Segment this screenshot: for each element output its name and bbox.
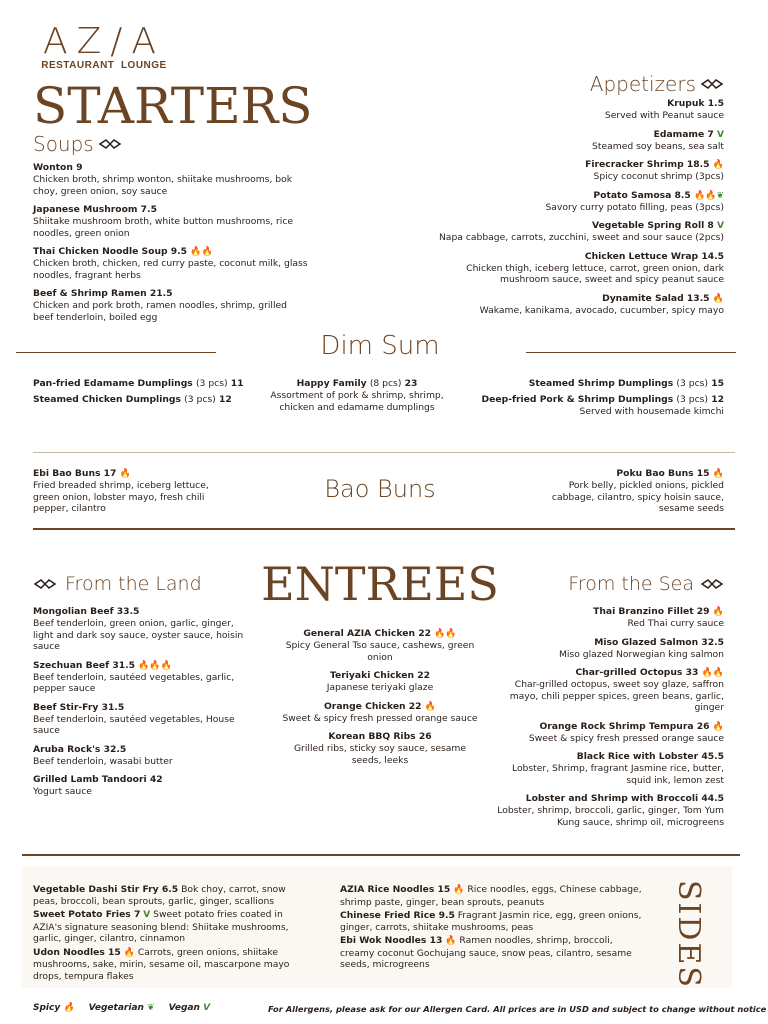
item-desc: Rice noodles, eggs, Chinese cabbage, shrimp paste, ginger, bean sprouts, peanuts <box>340 884 642 908</box>
list-item <box>464 378 724 390</box>
flame-icon: 🔥 <box>119 469 131 479</box>
item-name: Szechuan Beef 31.5 <box>33 659 135 671</box>
item-desc: Japanese teriyaki glaze <box>326 682 434 693</box>
starters-title: STARTERS <box>33 77 313 135</box>
item-qty: (3 pcs) <box>676 394 708 405</box>
legend <box>33 1003 210 1013</box>
flame-icon: 🔥 <box>201 247 213 257</box>
item-name: Chicken Lettuce Wrap 14.5 <box>584 250 724 262</box>
item-desc: Served with Peanut sauce <box>604 110 724 121</box>
item-desc: Savory curry potato filling, peas (3pcs) <box>545 201 724 213</box>
item-desc: Beef tenderloin, green onion, garlic, ginger, light and dark soy sauce, oyster sauce, hoisin sauce <box>33 618 244 652</box>
leaf-icon: ❦ <box>716 190 724 201</box>
item-name: Potato Samosa 8.5 <box>593 189 691 201</box>
flame-icon: 🔥 <box>701 668 713 678</box>
footer-note: For Allergens, please ask for our Allergen Card. All prices are in USD and subject to change without notice <box>268 1004 767 1014</box>
logo <box>38 21 170 71</box>
item-desc: Char-grilled octopus, sweet soy glaze, saffron mayo, chili pepper spices, green beans, garlic, ginger <box>509 679 724 713</box>
item-desc: Ramen noodles, shrimp, broccoli, creamy coconut Gochujang sauce, snow peas, cilantro, sesame seeds, microgreens <box>340 935 632 970</box>
item-desc: Yogurt sauce <box>33 786 92 797</box>
item-name: Thai Chicken Noodle Soup 9.5 <box>33 246 188 257</box>
sea-section <box>496 572 724 835</box>
item-name: Miso Glazed Salmon 32.5 <box>594 636 724 648</box>
item-name: Chinese Fried Rice 9.5 <box>340 910 455 921</box>
list-item <box>420 293 724 317</box>
item-desc: Served with housemade kimchi <box>579 406 724 417</box>
item-desc: Bok choy, carrot, snow peas, broccoli, bean sprouts, garlic, ginger, scallions <box>33 884 286 907</box>
item-name: Steamed Chicken Dumplings <box>33 394 181 405</box>
list-item <box>280 628 480 663</box>
list-item <box>33 288 308 323</box>
divider <box>33 452 735 453</box>
flame-icon: 🔥 <box>63 1003 75 1013</box>
item-name: Grilled Lamb Tandoori 42 <box>33 774 163 785</box>
check-v-icon: V <box>717 129 724 140</box>
appetizers-section <box>420 72 724 323</box>
flame-icon: 🔥 <box>149 660 161 671</box>
knot-icon <box>33 578 57 590</box>
item-desc: Beef tenderloin, sautéed vegetables, garlic, pepper sauce <box>33 671 235 694</box>
item-desc: Spicy coconut shrimp (3pcs) <box>593 171 724 182</box>
item-name: Lobster and Shrimp with Broccoli 44.5 <box>525 793 724 804</box>
item-name: Teriyaki Chicken 22 <box>329 670 431 681</box>
list-item <box>33 702 248 737</box>
list-item <box>496 667 724 714</box>
item-name: Steamed Shrimp Dumplings <box>528 378 674 389</box>
item-name: Char-grilled Octopus 33 <box>575 667 699 678</box>
divider <box>33 528 735 530</box>
item-desc: Sweet & spicy fresh pressed orange sauce <box>282 712 478 724</box>
item-name: Happy Family <box>296 378 367 389</box>
flame-icon: 🔥 <box>712 293 724 304</box>
item-name: Thai Branzino Fillet 29 <box>593 606 710 617</box>
list-item <box>496 637 724 661</box>
list-item <box>340 910 646 933</box>
item-name: Ebi Bao Buns 17 <box>33 468 117 479</box>
item-name: Edamame 7 <box>653 128 714 140</box>
soups-title: Soups <box>33 132 94 156</box>
divider <box>22 854 740 856</box>
dim-sum-left <box>33 378 273 406</box>
list-item <box>496 793 724 828</box>
check-v-icon: V <box>143 910 151 920</box>
list-item <box>496 606 724 630</box>
item-desc: Beef tenderloin, sautéed vegetables, House sauce <box>33 713 235 736</box>
sides-right <box>340 884 646 971</box>
item-desc: Grilled ribs, sticky soy sauce, sesame seeds, leeks <box>293 743 467 766</box>
list-item <box>280 670 480 694</box>
item-name: Orange Chicken 22 <box>323 700 422 712</box>
item-name: Pan-fried Edamame Dumplings <box>33 378 193 389</box>
item-name: Ebi Wok Noodles 13 <box>340 935 443 946</box>
legend-vegan: Vegan V <box>168 1003 211 1013</box>
item-desc: Fragrant Jasmin rice, egg, green onions, ginger, carrots, shiitake mushrooms, peas <box>340 910 642 933</box>
dim-sum-right <box>464 378 724 418</box>
soups-section <box>33 132 308 330</box>
item-desc: Wakame, kanikama, avocado, cucumber, spicy mayo <box>479 304 724 316</box>
divider <box>526 352 736 353</box>
land-title: From the Land <box>65 573 202 595</box>
list-item <box>340 935 646 971</box>
item-qty: (8 pcs) <box>369 378 402 389</box>
item-name: Udon Noodles 15 <box>33 946 121 958</box>
item-desc: Shiitake mushroom broth, white button mushrooms, rice noodles, green onion <box>33 216 294 239</box>
appetizers-title: Appetizers <box>589 72 696 96</box>
legend-vegetarian: Vegetarian ❦ <box>88 1003 155 1013</box>
item-desc: Lobster, shrimp, broccoli, garlic, ginger, Tom Yum Kung sauce, shrimp oil, microgreens <box>497 805 724 828</box>
item-price: 15 <box>711 378 724 389</box>
list-item <box>420 220 724 244</box>
flame-icon: 🔥 <box>434 629 446 639</box>
flame-icon: 🔥 <box>190 247 202 257</box>
item-qty: (3 pcs) <box>676 378 708 389</box>
item-desc: Chicken and pork broth, ramen noodles, shrimp, grilled beef tenderloin, boiled egg <box>33 300 287 323</box>
dim-sum-center <box>262 378 452 413</box>
list-item <box>33 394 273 406</box>
center-entrees <box>280 628 480 773</box>
knot-icon <box>700 578 724 590</box>
knot-icon <box>98 138 122 150</box>
entrees-title: ENTREES <box>261 557 499 611</box>
sides-title: SIDES <box>671 880 706 989</box>
sea-header <box>496 572 724 596</box>
leaf-icon: ❦ <box>147 1003 155 1013</box>
item-qty: (3 pcs) <box>195 378 228 389</box>
list-item <box>496 721 724 745</box>
list-item <box>33 884 301 907</box>
item-name: Korean BBQ Ribs 26 <box>328 731 432 742</box>
logo-subtitle: RESTAURANT LOUNGE <box>41 60 167 71</box>
flame-icon: 🔥 <box>445 936 457 946</box>
item-desc: Chicken broth, chicken, red curry paste, coconut milk, glass noodles, fragrant herbs <box>33 258 308 281</box>
knot-icon <box>700 78 724 90</box>
flame-icon: 🔥 <box>712 607 724 617</box>
item-price: 11 <box>230 378 244 389</box>
flame-icon: 🔥 <box>694 190 706 201</box>
flame-icon: 🔥 <box>705 190 717 201</box>
flame-icon: 🔥 <box>712 721 724 732</box>
item-name: Vegetable Spring Roll 8 <box>591 220 714 231</box>
item-desc: Carrots, green onions, shiitake mushrooms, sake, mirin, sesame oil, mascarpone mayo drops, tempura flakes <box>33 946 290 982</box>
legend-spicy: Spicy 🔥 <box>33 1003 75 1013</box>
flame-icon: 🔥 <box>712 668 724 678</box>
item-price: 12 <box>218 394 232 405</box>
item-name: Aruba Rock's 32.5 <box>33 743 127 755</box>
list-item <box>420 98 724 122</box>
item-name: Dynamite Salad 13.5 <box>602 292 710 304</box>
item-qty: (3 pcs) <box>184 394 216 405</box>
list-item <box>33 774 248 798</box>
item-name: Beef Stir-Fry 31.5 <box>33 701 125 713</box>
list-item <box>33 660 248 695</box>
land-header <box>33 572 248 596</box>
item-price: 23 <box>404 378 418 389</box>
dim-sum-title: Dim Sum <box>320 331 440 361</box>
soups-header <box>33 132 308 156</box>
item-name: Vegetable Dashi Stir Fry 6.5 <box>33 884 179 895</box>
list-item <box>33 162 308 197</box>
list-item <box>420 129 724 153</box>
flame-icon: 🔥 <box>123 947 135 958</box>
item-desc: Red Thai curry sauce <box>627 618 724 629</box>
flame-icon: 🔥 <box>445 629 457 639</box>
list-item <box>33 378 273 390</box>
item-name: Mongolian Beef 33.5 <box>33 606 140 617</box>
flame-icon: 🔥 <box>453 885 465 895</box>
list-item <box>420 190 724 214</box>
item-name: AZIA Rice Noodles 15 <box>340 884 451 895</box>
flame-icon: 🔥 <box>138 660 150 671</box>
item-desc: Pork belly, pickled onions, pickled cabbage, cilantro, spicy hoisin sauce, sesame seeds <box>551 480 724 514</box>
list-item <box>33 606 248 653</box>
sea-title: From the Sea <box>568 573 694 595</box>
item-name: Beef & Shrimp Ramen 21.5 <box>33 288 173 299</box>
item-name: Sweet Potato Fries 7 <box>33 909 141 920</box>
list-item <box>33 947 301 983</box>
list-item <box>464 394 724 406</box>
bao-buns-title: Bao Buns <box>324 475 436 503</box>
item-name: Poku Bao Buns 15 <box>616 468 710 479</box>
item-name: Japanese Mushroom 7.5 <box>33 204 157 215</box>
list-item <box>33 744 248 768</box>
list-item <box>33 204 308 239</box>
logo-wordmark: AZ/A <box>42 21 166 62</box>
item-name: General AZIA Chicken 22 <box>303 628 431 639</box>
item-desc: Sweet potato fries coated in AZIA's signature seasoning blend: Shiitake mushrooms, garlic, ginger, cilantro, cinnamon <box>33 909 289 944</box>
flame-icon: 🔥 <box>712 469 724 479</box>
list-item <box>280 701 480 725</box>
item-desc: Assortment of pork & shrimp, shrimp, chicken and edamame dumplings <box>270 390 444 413</box>
appetizers-header <box>420 72 724 96</box>
item-desc: Steamed soy beans, sea salt <box>592 140 724 152</box>
flame-icon: 🔥 <box>712 160 724 170</box>
item-desc: Napa cabbage, carrots, zucchini, sweet and sour sauce (2pcs) <box>438 232 724 243</box>
item-desc: Chicken broth, shrimp wonton, shiitake mushrooms, bok choy, green onion, soy sauce <box>33 174 293 197</box>
flame-icon: 🔥 <box>160 660 172 671</box>
list-item <box>420 251 724 286</box>
item-name: Krupuk 1.5 <box>667 98 724 109</box>
list-item <box>420 159 724 183</box>
item-name: Black Rice with Lobster 45.5 <box>576 751 724 762</box>
bao-left <box>33 468 233 515</box>
flame-icon: 🔥 <box>424 701 436 712</box>
sides-left <box>33 884 301 982</box>
list-item <box>496 751 724 786</box>
item-name: Orange Rock Shrimp Tempura 26 <box>539 720 710 732</box>
item-desc: Lobster, Shrimp, fragrant Jasmine rice, butter, squid ink, lemon zest <box>511 763 724 786</box>
list-item <box>280 731 480 766</box>
item-name: Deep-fried Pork & Shrimp Dumplings <box>481 394 674 405</box>
item-desc: Sweet & spicy fresh pressed orange sauce <box>528 732 724 744</box>
check-v-icon: V <box>717 221 724 231</box>
list-item <box>340 884 646 908</box>
item-name: Wonton 9 <box>33 162 83 173</box>
list-item <box>33 246 308 281</box>
land-section <box>33 572 248 805</box>
bao-right <box>530 468 724 515</box>
item-name: Firecracker Shrimp 18.5 <box>585 159 710 170</box>
item-desc: Spicy General Tso sauce, cashews, green onion <box>285 640 475 663</box>
check-v-icon: V <box>203 1003 211 1013</box>
divider <box>16 352 216 353</box>
item-desc: Fried breaded shrimp, iceberg lettuce, green onion, lobster mayo, fresh chili pepper, cilantro <box>33 480 209 514</box>
item-desc: Beef tenderloin, wasabi butter <box>33 755 173 767</box>
list-item <box>33 909 301 945</box>
item-desc: Miso glazed Norwegian king salmon <box>558 648 724 660</box>
item-price: 12 <box>711 394 724 405</box>
item-desc: Chicken thigh, iceberg lettuce, carrot, green onion, dark mushroom sauce, sweet and spicy peanut sauce <box>466 262 724 285</box>
